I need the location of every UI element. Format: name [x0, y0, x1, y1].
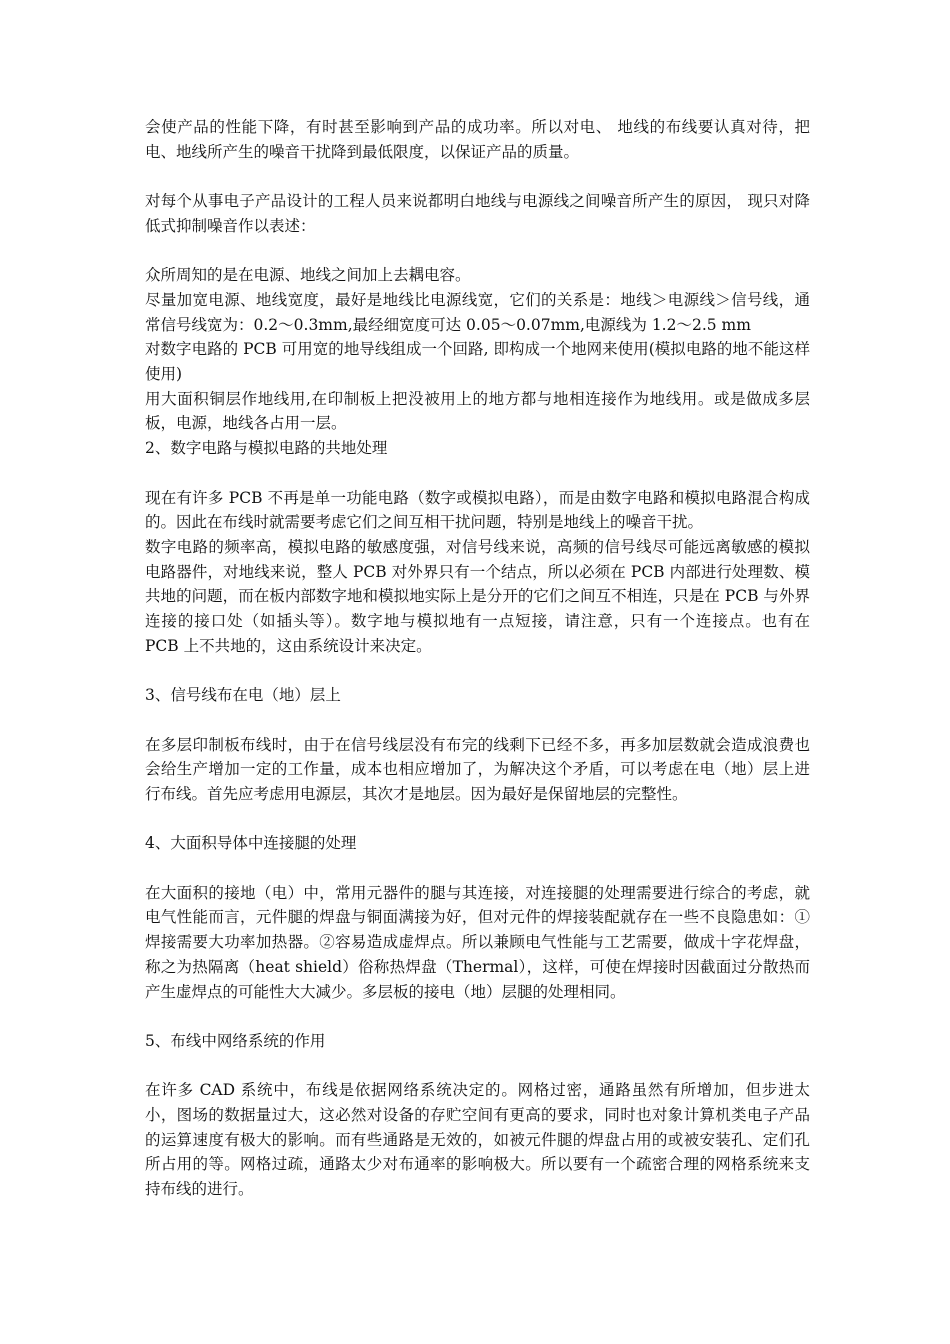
document-body [145, 115, 810, 1202]
paragraph: 用大面积铜层作地线用,在印制板上把没被用上的地方都与地相连接作为地线用。或是做成多层板，电源，地线各占用一层。 [145, 389, 810, 433]
paragraph-spacer [145, 461, 810, 486]
paragraph-spacer [145, 164, 810, 189]
paragraph: 对每个从事电子产品设计的工程人员来说都明白地线与电源线之间噪音所产生的原因， 现只对降低式抑制噪音作以表述： [145, 192, 810, 235]
section-heading: 2、数字电路与模拟电路的共地处理 [145, 439, 388, 458]
paragraph-spacer [145, 856, 810, 881]
paragraph: 尽量加宽电源、地线宽度，最好是地线比电源线宽，它们的关系是：地线＞电源线＞信号线，通常信号线宽为：0.2～0.3mm,最经细宽度可达 0.05～0.07mm,电源线为 1.2～2.5 mm [145, 290, 810, 334]
paragraph: 在大面积的接地（电）中，常用元器件的腿与其连接，对连接腿的处理需要进行综合的考虑，就电气性能而言，元件腿的焊盘与铜面满接为好，但对元件的焊接装配就存在一些不良隐患如：①焊接需要大功率加热器。②容易造成虚焊点。所以兼顾电气性能与工艺需要，做成十字花焊盘，称之为热隔离（heat shield）俗称热焊盘（Thermal），这样，可使在焊接时因截面过分散热而产生虚焊点的可能性大大减少。多层板的接电（地）层腿的处理相同。 [145, 883, 810, 1001]
paragraph: 对数字电路的 PCB 可用宽的地导线组成一个回路, 即构成一个地网来使用(模拟电路的地不能这样使用) [145, 340, 810, 383]
paragraph: 在许多 CAD 系统中，布线是依据网络系统决定的。网格过密，通路虽然有所增加，但步进太小，图场的数据量过大，这必然对设备的存贮空间有更高的要求，同时也对象计算机类电子产品的运算速度有极大的影响。而有些通路是无效的，如被元件腿的焊盘占用的或被安装孔、定们孔所占用的等。网格过疏，通路太少对布通率的影响极大。所以要有一个疏密合理的网格系统来支持布线的进行。 [145, 1081, 810, 1199]
paragraph-spacer [145, 807, 810, 832]
section-heading: 4、大面积导体中连接腿的处理 [145, 834, 357, 853]
paragraph-spacer [145, 1004, 810, 1029]
paragraph-spacer [145, 658, 810, 683]
paragraph: 数字电路的频率高，模拟电路的敏感度强，对信号线来说，高频的信号线尽可能远离敏感的模拟电路器件，对地线来说，整人 PCB 对外界只有一个结点，所以必须在 PCB 内部进行处理数、模共地的问题，而在板内部数字地和模拟地实际上是分开的它们之间互不相连，只是在 PCB 与外界连接的接口处（如插头等）。数字地与模拟地有一点短接，请注意，只有一个连接点。也有在 PCB 上不共地的，这由系统设计来决定。 [145, 537, 810, 655]
paragraph: 会使产品的性能下降，有时甚至影响到产品的成功率。所以对电、 地线的布线要认真对待，把电、地线所产生的噪音干扰降到最低限度，以保证产品的质量。 [145, 118, 810, 161]
paragraph-spacer [145, 708, 810, 733]
paragraph-spacer [145, 239, 810, 264]
section-heading: 3、信号线布在电（地）层上 [145, 686, 341, 705]
paragraph: 现在有许多 PCB 不再是单一功能电路（数字或模拟电路），而是由数字电路和模拟电路混合构成的。因此在布线时就需要考虑它们之间互相干扰问题，特别是地线上的噪音干扰。 [145, 488, 810, 532]
paragraph: 在多层印制板布线时，由于在信号线层没有布完的线剩下已经不多，再多加层数就会造成浪费也会给生产增加一定的工作量，成本也相应增加了，为解决这个矛盾，可以考虑在电（地）层上进行布线。首先应考虑用电源层，其次才是地层。因为最好是保留地层的完整性。 [145, 735, 810, 803]
paragraph-spacer [145, 1054, 810, 1079]
section-heading: 5、布线中网络系统的作用 [145, 1031, 326, 1050]
paragraph: 众所周知的是在电源、地线之间加上去耦电容。 [145, 266, 471, 285]
